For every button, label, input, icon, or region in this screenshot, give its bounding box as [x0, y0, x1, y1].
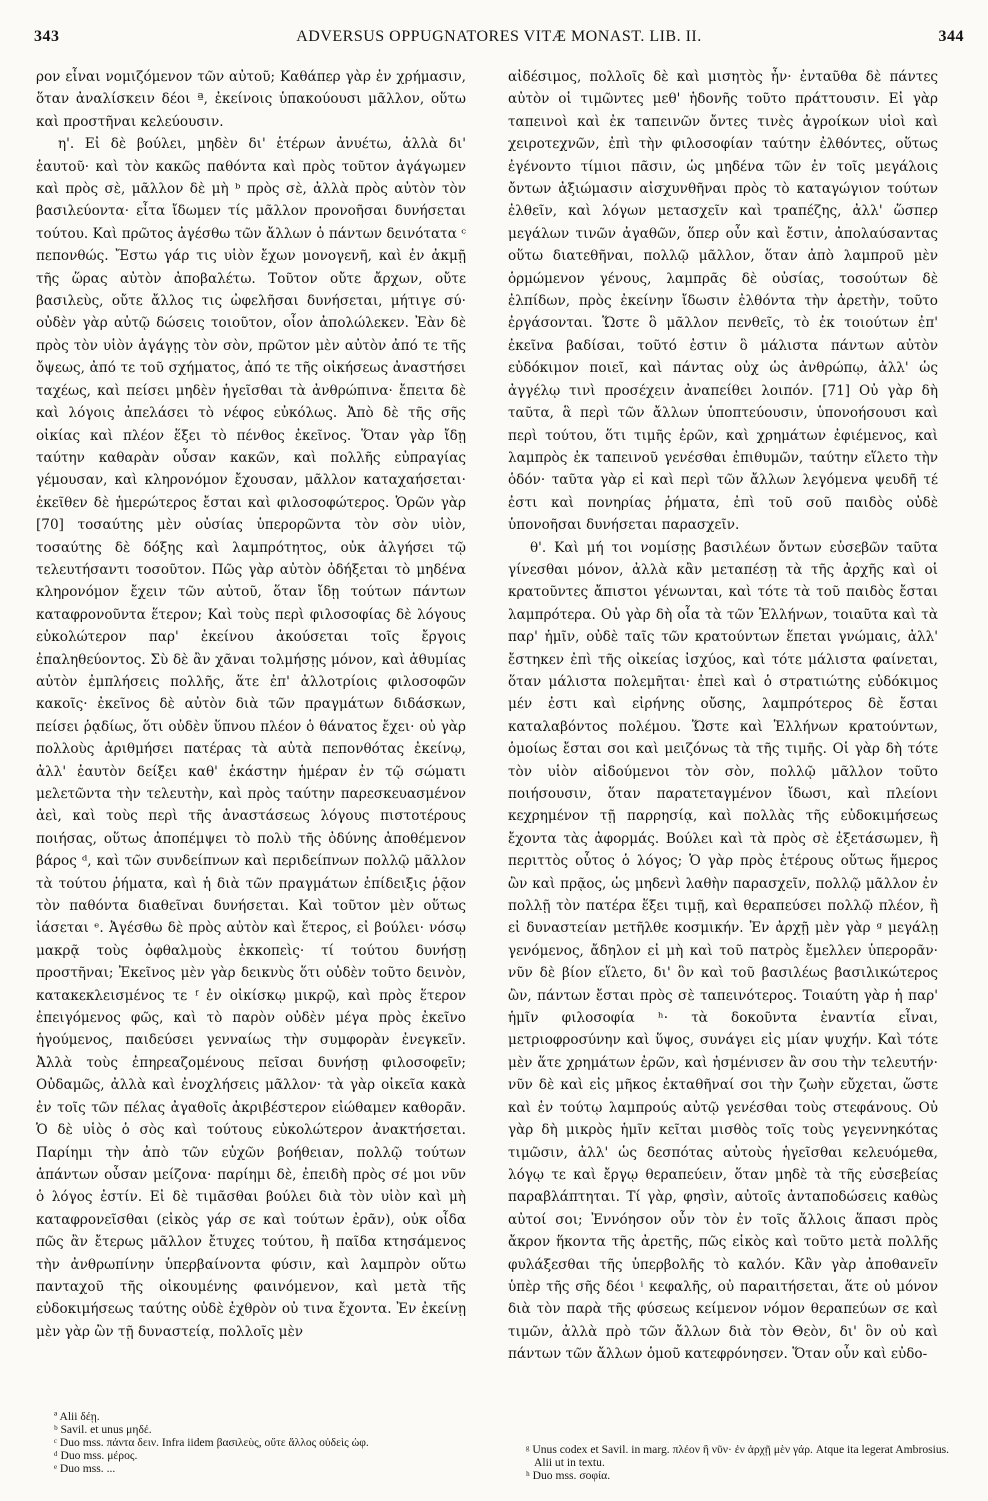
left-column	[36, 66, 466, 1406]
footnote: ᵈ Duo mss. μέρος.	[54, 1449, 138, 1462]
right-column	[508, 66, 938, 1446]
right-paragraph-2: θ'. Καὶ μή τοι νομίσῃς βασιλέων ὄντων εὐσεβῶν ταῦτα γίνεσθαι μόνον, ἀλλὰ κἂν μεταπέσῃ τὰ τῆς ἀρχῆς καὶ οἱ κρατοῦντες ἄπιστοι γένωνται, καὶ τότε τὰ τοῦ παιδὸς ἔσται λαμπρότερα. Οὐ γὰρ δὴ οἷα τὰ τῶν Ἑλλήνων, τοιαῦτα καὶ τὰ παρ' ἡμῖν, οὐδὲ ταῖς τῶν κρατούντων ἕπεται γνώμαις, ἀλλ' ἔστηκεν ἐπὶ τῆς οἰκείας ἰσχύος, καὶ τότε μάλιστα φαίνεται, ὅταν μάλιστα πολεμῆται· ἐπεὶ καὶ ὁ στρατιώτης εὐδόκιμος μέν ἐστι καὶ εἰρήνης οὔσης, λαμπρότερος δὲ ἔσται καταλαβόντος πολέμου. Ὥστε καὶ Ἑλλήνων κρατούντων, ὁμοίως ἔσται σοι καὶ μειζόνως τὰ τῆς τιμῆς. Οἱ γὰρ δὴ τότε τὸν υἱὸν αἰδούμενοι τὸν σὸν, πολλῷ μᾶλλον τοῦτο ποιήσουσιν, ὅταν παρατεταγμένον ἴδωσι, καὶ πλείονι κεχρημένον τῇ παρρησίᾳ, καὶ πολλὰς τῆς εὐδοκιμήσεως ἔχοντα τὰς ἀφορμάς. Βούλει καὶ τὰ πρὸς σὲ ἐξετάσωμεν, ἢ περιττὸς οὗτος ὁ λόγος; Ὁ γὰρ πρὸς ἑτέρους οὕτως ἥμερος ὢν καὶ πρᾷος, ὡς μηδενὶ λαθὴν παρασχεῖν, πολλῷ μᾶλλον ἐν πολλῇ τὸν πατέρα ἕξει τιμῇ, καὶ θεραπεύσει πολλῷ πλέον, ἢ εἰ δυναστείαν μετῆλθε κοσμικήν. Ἐν ἀρχῇ μὲν γὰρ ᵍ μεγάλῃ γενόμενος, ἄδηλον εἰ μὴ καὶ τοῦ πατρὸς ἔμελλεν ὑπερορᾶν· νῦν δὲ βίον εἵλετο, δι' ὃν καὶ τοῦ βασιλέως βασιλικώτερος ὢν, πάντων ἔσται πρὸς σὲ ταπεινότερος. Τοιαύτη γὰρ ἡ παρ' ἡμῖν φιλοσοφία ʰ· τὰ δοκοῦντα ἐναντία εἶναι, μετριοφροσύνην καὶ ὕψος, συνάγει εἰς μίαν ψυχήν. Καὶ τότε μὲν ἅτε χρημάτων ἐρῶν, καὶ ἠσμένισεν ἂν σου τὴν τελευτήν· νῦν δὲ καὶ εἰς μῆκος ἐκταθῆναί σοι τὴν ζωὴν εὔχεται, ὥστε καὶ ἐν τούτῳ λαμπρούς αὐτῷ γενέσθαι τοὺς στεφάνους. Οὐ γὰρ δὴ μικρὸς ἡμῖν κεῖται μισθὸς τοῖς τοὺς γεγεννηκότας τιμῶσιν, ἀλλ' ὡς δεσπότας αὐτοὺς ἡγεῖσθαι κελευόμεθα, λόγῳ τε καὶ ἔργῳ θεραπεύειν, ὅταν μηδὲ τὰ τῆς εὐσεβείας παραβλάπτηται. Τί γὰρ, φησὶν, αὐτοῖς ἀνταποδώσεις καθὼς αὐτοί σοι; Ἐννόησον οὖν τὸν ἐν τοῖς ἄλλοις ἅπασι πρὸς ἄκρον ἥκοντα τῆς ἀρετῆς, πῶς εἰκὸς καὶ τοῦτο μετὰ πολλῆς φυλάξεσθαι τῆς ὑπερβολῆς τὸ καλόν. Κἂν γὰρ ἀποθανεῖν ὑπὲρ τῆς σῆς δέοι ⁱ κεφαλῆς, οὐ παραιτήσεται, ἅτε οὐ μόνον διὰ τὸν παρὰ τῆς φύσεως κείμενον νόμον θεραπεύων σε καὶ τιμῶν, ἀλλὰ πρὸ τῶν ἄλλων διὰ τὸν Θεὸν, δι' ὃν οὐ καὶ πάντων τῶν ἄλλων ὁμοῦ κατεφρόνησεν. Ὅταν οὖν καὶ εὐδο-	[508, 539, 938, 1363]
footnotes-left	[40, 1410, 480, 1475]
page-number-right: 344	[938, 28, 964, 45]
footnote: ᶜ Duo mss. πάντα δειν. Infra iidem βασιλεὺς, οὔτε ἄλλος οὐδεὶς ὠφ.	[54, 1436, 369, 1449]
left-paragraph-1: ρον εἶναι νομιζόμενον τῶν αὐτοῦ; Καθάπερ γὰρ ἐν χρήμασιν, ὅταν ἀναλίσκειν δέοι ª, ἐκείνοις ὑπακούουσι μᾶλλον, οὕτω καὶ προστῆναι κελεύουσιν.	[36, 69, 466, 130]
footnote: ª Alii δέῃ.	[54, 1410, 100, 1423]
footnote: ᵉ Duo mss. ...	[54, 1462, 116, 1475]
right-paragraph-1: αἰδέσιμος, πολλοῖς δὲ καὶ μισητὸς ἦν· ἐνταῦθα δὲ πάντες αὐτὸν οἱ τιμῶντες μεθ' ἡδονῆς τοῦτο πράττουσιν. Εἰ γὰρ ταπεινοὶ καὶ ἐκ ταπεινῶν ὄντες τινὲς ἀγροίκων υἱοὶ καὶ χειροτεχνῶν, ἐπὶ τὴν φιλοσοφίαν ταύτην ἐλθόντες, οὕτως ἐγένοντο τίμιοι πᾶσιν, ὡς μηδένα τῶν ἐν τοῖς μεγάλοις ὄντων ἀξιώμασιν αἰσχυνθῆναι πρὸς τὸ καταγώγιον τούτων ἐλθεῖν, καὶ λόγων μετασχεῖν καὶ τραπέζης, ἀλλ' ὥσπερ μεγάλων τινῶν ἀγαθῶν, ὅπερ οὖν καὶ ἔστιν, ἀπολαύσαντας οὕτω διατεθῆναι, πολλῷ μᾶλλον, ὅταν ἀπὸ λαμπροῦ μὲν ὁρμώμενον γένους, λαμπρᾶς δὲ οὐσίας, τοσούτων δὲ ἐλπίδων, πρὸς ἐκείνην ἴδωσιν ἐλθόντα τὴν ἀρετὴν, τοῦτο ἐργάσονται. Ὥστε ὃ μᾶλλον πενθεῖς, τὸ ἐκ τοιούτων ἐπ' ἐκεῖνα βαδίσαι, τοῦτό ἐστιν ὃ μάλιστα πάντων αὐτὸν εὐδόκιμον ποιεῖ, καὶ πάντας οὐχ ὡς ἀνθρώπῳ, ἀλλ' ὡς ἀγγέλῳ τινὶ προσέχειν ἀναπείθει λοιπόν. [71] Οὐ γὰρ δὴ ταῦτα, ἃ περὶ τῶν ἄλλων ὑποπτεύουσιν, ὑπονοήσουσι καὶ περὶ τούτου, ὅτι τιμῆς ἐρῶν, καὶ χρημάτων ἐφιέμενος, καὶ λαμπρὸς ἐκ ταπεινοῦ γενέσθαι ἐπιθυμῶν, ταύτην εἵλετο τὴν ὁδόν· ταῦτα γὰρ εἰ καὶ περὶ τῶν ἄλλων λεγόμενα ψευδῆ τέ ἐστι καὶ πονηρίας ῥήματα, ἐπὶ τοῦ σοῦ παιδὸς οὐδὲ ὑπονοῆσαι δυνήσεται παρασχεῖν.	[508, 69, 938, 534]
footnotes-right	[512, 1443, 952, 1482]
footnote: ʰ Duo mss. σοφία.	[526, 1469, 611, 1482]
running-title: ADVERSUS OPPUGNATORES VITÆ MONAST. LIB. II.	[296, 28, 702, 45]
left-paragraph-2: η'. Εἰ δὲ βούλει, μηδὲν δι' ἑτέρων ἀνυέτω, ἀλλὰ δι' ἑαυτοῦ· καὶ τὸν κακῶς παθόντα καὶ πρὸς τοῦτον ἀγάγωμεν καὶ πρὸς σὲ, μᾶλλον δὲ μὴ ᵇ πρὸς σὲ, ἀλλὰ πρὸς αὐτὸν τὸν βασιλεύοντα· εἶτα ἴδωμεν τίς μᾶλλον προνοῆσαι δυνήσεται τούτου. Καὶ πρῶτος ἀγέσθω τῶν ἄλλων ὁ πάντων δεινότατα ᶜ πεπονθώς. Ἔστω γάρ τις υἱὸν ἔχων μονογενῆ, καὶ ἐν ἀκμῇ τῆς ὥρας αὐτὸν ἀποβαλέτω. Τοῦτον οὔτε ἄρχων, οὔτε βασιλεὺς, οὔτε ἄλλος τις ὠφελῆσαι δυνήσεται, μήτιγε σύ· οὐδὲν γὰρ αὐτῷ δώσεις τοιοῦτον, οἷον ἀπολώλεκεν. Ἐὰν δὲ πρὸς τὸν υἱὸν ἀγάγῃς τὸν σὸν, πρῶτον μὲν αὐτὸν ἀπό τε τῆς ὄψεως, ἀπό τε τοῦ σχήματος, ἀπό τε τῆς οἰκήσεως ἀναστήσει ταχέως, καὶ πείσει μηδὲν ἡγεῖσθαι τὰ ἀνθρώπινα· ἔπειτα δὲ καὶ λόγοις ἀπελάσει τὸ νέφος εὐκόλως. Ἀπὸ δὲ τῆς σῆς οἰκίας καὶ πλέον ἕξει τὸ πένθος ἐκεῖνος. Ὅταν γὰρ ἴδῃ ταύτην καθαρὰν οὖσαν κακῶν, καὶ πολλῆς εὐπραγίας γέμουσαν, καὶ κληρονόμον ἔχουσαν, μᾶλλον καταχαήσεται· ἐκεῖθεν δὲ ἡμερώτερος ἔσται καὶ φιλοσοφώτερος. Ὁρῶν γὰρ [70] τοσαύτης μὲν οὐσίας ὑπερορῶντα τὸν σὸν υἱὸν, τοσαύτης δὲ δόξης καὶ λαμπρότητος, οὐκ ἀλγήσει τῷ τελευτήσαντι τοσοῦτον. Πῶς γὰρ αὐτὸν ὀδήξεται τὸ μηδένα κληρονόμον ἔχειν τῶν αὐτοῦ, ὅταν ἴδῃ τούτων πάντων καταφρονοῦντα ἕτερον; Καὶ τοὺς περὶ φιλοσοφίας δὲ λόγους εὐκολώτερον παρ' ἐκείνου ἀκούσεται τοῖς ἔργοις ἐπαληθεύοντος. Σὺ δὲ ἂν χᾶναι τολμήσῃς μόνον, καὶ ἀθυμίας αὐτὸν ἐμπλήσεις πολλῆς, ἅτε ἐπ' ἀλλοτρίοις φιλοσοφῶν κακοῖς· ἐκεῖνος δὲ αὐτὸν διὰ τῶν πραγμάτων διδάσκων, πείσει ῥᾳδίως, ὅτι οὐδὲν ὕπνου πλέον ὁ θάνατος ἔχει· οὐ γὰρ πολλοὺς ἀριθμήσει πατέρας τὰ αὐτὰ πεπονθότας ἐκείνῳ, ἀλλ' ἑαυτὸν δείξει καθ' ἑκάστην ἡμέραν ἐν τῷ σώματι μελετῶντα τὴν τελευτὴν, καὶ πρὸς ταύτην παρεσκευασμένον ἀεὶ, καὶ τοὺς περὶ τῆς ἀναστάσεως λόγους πιστοτέρους ποιήσας, οὕτως ἀποπέμψει τὸ πολὺ τῆς ὀδύνης ἀποθέμενον βάρος ᵈ, καὶ τῶν συνδείπνων καὶ περιδείπνων πολλῷ μᾶλλον τὰ τούτου ῥήματα, καὶ ἡ διὰ τῶν πραγμάτων ἐπίδειξις ῥᾷον τὸν παθόντα διαθεῖναι δυνήσεται. Καὶ τοῦτον μὲν οὕτως ἰάσεται ᵉ. Ἀγέσθω δὲ πρὸς αὐτὸν καὶ ἕτερος, εἰ βούλει· νόσῳ μακρᾷ τοὺς ὀφθαλμοὺς ἐκκοπεὶς· τί τούτου δυνήσῃ προστῆναι; Ἐκεῖνος μὲν γὰρ δεικνὺς ὅτι οὐδὲν τοῦτο δεινὸν, κατακεκλεισμένος τε ᶠ ἐν οἰκίσκῳ μικρῷ, καὶ πρὸς ἕτερον ἐπειγόμενος φῶς, καὶ τὸ παρὸν οὐδὲν μέγα πρὸς ἐκεῖνο ἡγούμενος, παιδεύσει γενναίως τὴν συμφορὰν ἐνεγκεῖν. Ἀλλὰ τοὺς ἐπηρεαζομένους πεῖσαι δυνήσῃ φιλοσοφεῖν; Οὐδαμῶς, ἀλλὰ καὶ ἐνοχλήσεις μᾶλλον· τὰ γὰρ οἰκεῖα κακὰ ἐν τοῖς τῶν πέλας ἀγαθοῖς ἀκριβέστερον εἰώθαμεν καθορᾶν. Ὁ δὲ υἱὸς ὁ σὸς καὶ τούτους εὐκολώτερον ἀνακτήσεται. Παρίημι τὴν ἀπὸ τῶν εὐχῶν βοήθειαν, πολλῷ τούτων ἁπάντων οὖσαν μείζονα· παρίημι δὲ, ἐπειδὴ πρὸς σέ μοι νῦν ὁ λόγος ἐστίν. Εἰ δὲ τιμᾶσθαι βούλει διὰ τὸν υἱὸν καὶ μὴ καταφρονεῖσθαι (εἰκὸς γάρ σε καὶ τούτων ἐρᾶν), οὐκ οἶδα πῶς ἂν ἔτερως μᾶλλον ἔτυχες τούτου, ἢ παῖδα κτησάμενος τὴν ἀνθρωπίνην ὑπερβαίνοντα φύσιν, καὶ λαμπρὸν οὕτω πανταχοῦ τῆς οἰκουμένης φαινόμενον, καὶ μετὰ τῆς εὐδοκιμήσεως ταύτης οὐδὲ ἐχθρὸν οὐ τινα ἔχοντα. Ἐν ἐκείνῃ μὲν γὰρ ὢν τῇ δυναστείᾳ, πολλοῖς μὲν	[36, 136, 466, 1340]
footnote: ᵍ Unus codex et Savil. in marg. πλέον ἢ νῦν· ἐν ἀρχῇ μὲν γάρ. Atque ita legerat Ambrosius. Alii ut in textu.	[526, 1443, 950, 1469]
page-header	[34, 28, 964, 52]
footnote: ᵇ Savil. et unus μηδέ.	[54, 1423, 152, 1436]
page-number-left: 343	[34, 28, 60, 45]
